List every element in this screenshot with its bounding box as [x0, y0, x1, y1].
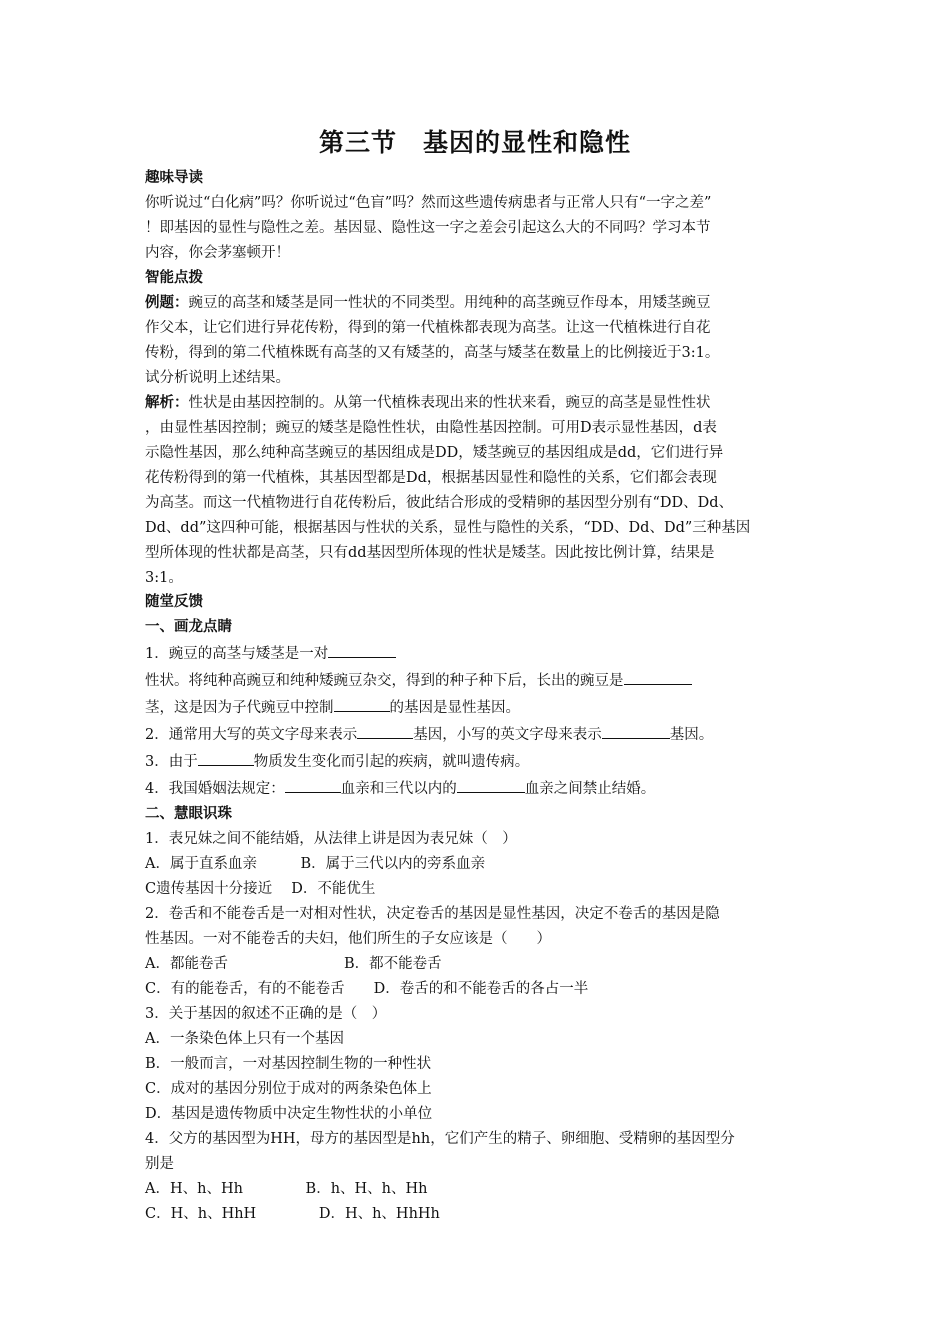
analysis-line: 型所体现的性状都是高茎，只有dd基因型所体现的性状是矮茎。因此按比例计算，结果是 [145, 545, 715, 561]
analysis-line: 示隐性基因，那么纯种高茎豌豆的基因组成是DD，矮茎豌豆的基因组成是dd，它们进行异 [145, 445, 724, 461]
answer-blank[interactable] [624, 667, 692, 685]
choice-line: C．有的能卷舌，有的不能卷舌 D．卷舌的和不能卷舌的各占一半 [145, 981, 589, 997]
choice-line: A．都能卷舌 B．都不能卷舌 [145, 956, 442, 972]
answer-blank[interactable] [602, 721, 670, 739]
analysis-line: 花传粉得到的第一代植株，其基因型都是Dd，根据基因显性和隐性的关系，它们都会表现 [145, 470, 717, 486]
question-line: 性状。将纯种高豌豆和纯种矮豌豆杂交，得到的种子种下后，长出的豌豆是 [145, 667, 815, 694]
choice-line: 别是 [145, 1156, 174, 1172]
analysis-label: 解析： [145, 395, 189, 411]
example-label: 例题： [145, 295, 189, 311]
answer-blank[interactable] [198, 748, 254, 766]
feedback-section [145, 590, 815, 1227]
answer-blank[interactable] [285, 775, 341, 793]
choice-line: A．一条染色体上只有一个基因 [145, 1031, 344, 1047]
choice-line: 2．卷舌和不能卷舌是一对相对性状，决定卷舌的基因是显性基因，决定不卷舌的基因是隐 [145, 906, 720, 922]
question-line: 2．通常用大写的英文字母来表示 基因，小写的英文字母来表示 基因。 [145, 721, 815, 748]
choice-line: 性基因。一对不能卷舌的夫妇，他们所生的子女应该是（ ） [145, 931, 551, 947]
analysis-line: ，由显性基因控制；豌豆的矮茎是隐性性状，由隐性基因控制。可用D表示显性基因，d表 [145, 420, 717, 436]
choice-line: 4．父方的基因型为HH，母方的基因型是hh，它们产生的精子、卵细胞、受精卵的基因型分 [145, 1131, 735, 1147]
analysis-line: 3:1。 [145, 570, 183, 586]
choice-line: C遗传基因十分接近 D．不能优生 [145, 881, 376, 897]
choice-line: D．基因是遗传物质中决定生物性状的小单位 [145, 1106, 433, 1122]
intro-heading: 趣味导读 [145, 170, 203, 186]
example-line: 传粉，得到的第二代植株既有高茎的又有矮茎的，高茎与矮茎在数量上的比例接近于3:1。 [145, 345, 720, 361]
feedback-heading: 随堂反馈 [145, 594, 203, 610]
page-title: 第三节 基因的显性和隐性 [318, 128, 631, 157]
analysis-line: Dd、dd”这四种可能，根据基因与性状的关系，显性与隐性的关系，“DD、Dd、Dd”三种基因 [145, 520, 751, 536]
answer-blank[interactable] [357, 721, 413, 739]
choice-line: 1．表兄妹之间不能结婚，从法律上讲是因为表兄妹（ ） [145, 831, 517, 847]
tips-heading: 智能点拨 [145, 270, 203, 286]
intro-line: 内容，你会茅塞顿开！ [145, 245, 290, 261]
example-line: 例题：豌豆的高茎和矮茎是同一性状的不同类型。用纯种的高茎豌豆作母本，用矮茎豌豆 [145, 295, 711, 311]
choice-line: A．H、h、Hh B．h、H、h、Hh [145, 1181, 428, 1197]
intro-line: 你听说过“白化病”吗？你听说过“色盲”吗？然而这些遗传病患者与正常人只有“一字之差” [145, 195, 712, 211]
part2-heading: 二、慧眼识珠 [145, 806, 232, 822]
part1-heading: 一、画龙点睛 [145, 619, 232, 635]
answer-blank[interactable] [334, 694, 390, 712]
choice-line: 3．关于基因的叙述不正确的是（ ） [145, 1006, 387, 1022]
example-line: 作父本，让它们进行异花传粉，得到的第一代植株都表现为高茎。让这一代植株进行自花 [145, 320, 711, 336]
question-line: 1．豌豆的高茎与矮茎是一对 [145, 640, 815, 667]
choice-line: B．一般而言，一对基因控制生物的一种性状 [145, 1056, 432, 1072]
choice-line: C．成对的基因分别位于成对的两条染色体上 [145, 1081, 432, 1097]
analysis-line: 为高茎。而这一代植物进行自花传粉后，彼此结合形成的受精卵的基因型分别有“DD、Dd、 [145, 495, 734, 511]
choice-line: A．属于直系血亲 B．属于三代以内的旁系血亲 [145, 856, 486, 872]
answer-blank[interactable] [457, 775, 525, 793]
question-line: 4．我国婚姻法规定： 血亲和三代以内的 血亲之间禁止结婚。 [145, 775, 815, 802]
choice-line: C．H、h、HhH D．H、h、HhHh [145, 1206, 440, 1222]
answer-blank[interactable] [328, 640, 396, 658]
question-line: 3．由于 物质发生变化而引起的疾病，就叫遗传病。 [145, 748, 815, 775]
analysis-line: 解析：性状是由基因控制的。从第一代植株表现出来的性状来看，豌豆的高茎是显性性状 [145, 395, 711, 411]
intro-section [145, 166, 815, 266]
question-line: 茎，这是因为子代豌豆中控制 的基因是显性基因。 [145, 694, 815, 721]
example-line: 试分析说明上述结果。 [145, 370, 290, 386]
intro-line: ！即基因的显性与隐性之差。基因显、隐性这一字之差会引起这么大的不同吗？学习本节 [145, 220, 711, 236]
tips-section [145, 266, 815, 591]
